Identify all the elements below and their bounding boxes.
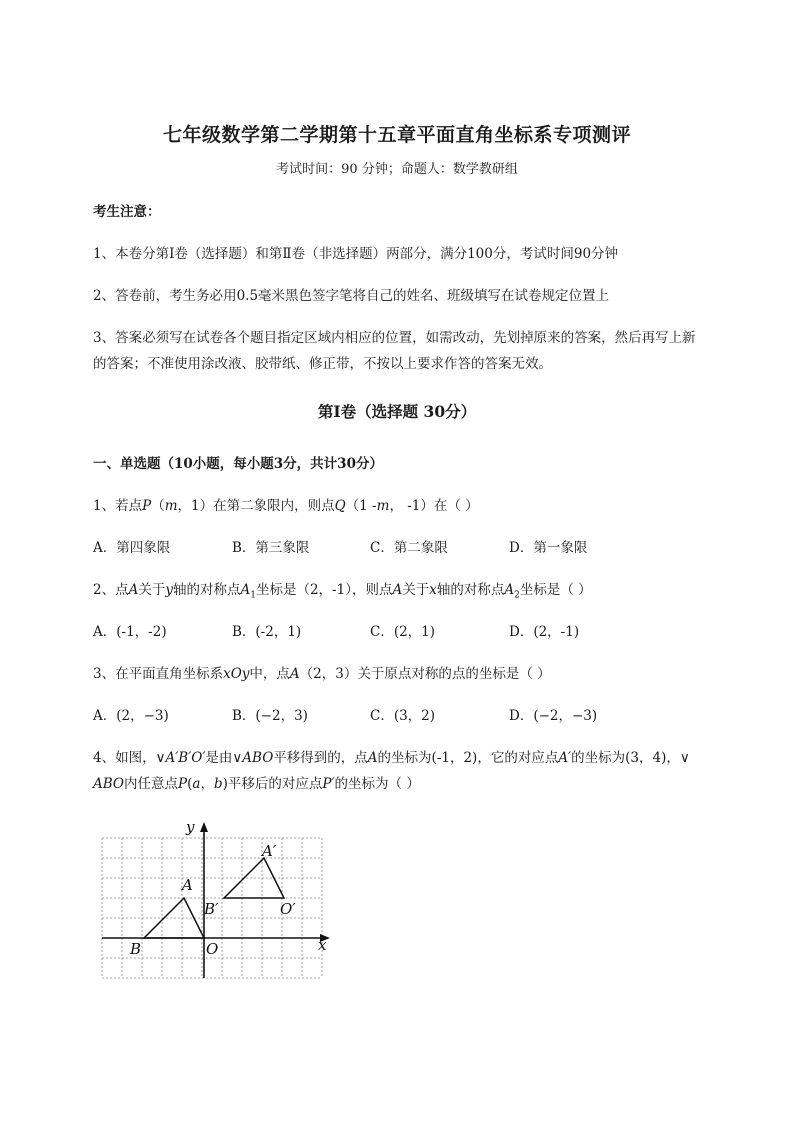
section-heading: 第Ⅰ卷（选择题 30分） [317, 402, 477, 421]
point-b-prime-label: B′ [204, 900, 219, 918]
point-a-prime-label: A′ [262, 842, 277, 860]
q2-option-d[interactable]: D．(2，-1) [509, 624, 580, 640]
q2-option-b[interactable]: B．(-2，1) [232, 624, 302, 640]
question-4-stem-cont: ABO内任意点P(a，b)平移后的对应点P′的坐标为（ ） [93, 776, 420, 792]
exam-info: 考试时间：90 分钟；命题人：数学教研组 [276, 162, 518, 177]
x-axis-label: x [318, 936, 327, 954]
q1-option-a[interactable]: A．第四象限 [93, 540, 171, 556]
q1-option-c[interactable]: C．第二象限 [370, 540, 448, 556]
notice-item-3-cont: 的答案；不准使用涂改液、胶带纸、修正带，不按以上要求作答的答案无效。 [93, 356, 552, 372]
q1-option-d[interactable]: D．第一象限 [509, 540, 588, 556]
q1-option-b[interactable]: B．第三象限 [232, 540, 310, 556]
q3-option-b[interactable]: B．(−2，3) [232, 708, 308, 724]
y-axis-label: y [186, 818, 195, 836]
question-3-stem: 3、在平面直角坐标系xOy中，点A（2，3）关于原点对称的点的坐标是（ ） [93, 666, 551, 682]
q3-option-a[interactable]: A．(2，−3) [93, 708, 169, 724]
point-b-label: B [130, 940, 142, 958]
q2-option-a[interactable]: A．(-1，-2) [93, 624, 167, 640]
q3-option-d[interactable]: D．(−2，−3) [509, 708, 598, 724]
q2-option-c[interactable]: C．(2，1) [370, 624, 436, 640]
point-a-label: A [182, 876, 193, 894]
notice-heading: 考生注意： [93, 204, 161, 220]
part-title: 一、单选题（10小题，每小题3分，共计30分） [93, 456, 383, 472]
point-o-label: O [206, 940, 219, 958]
point-o-prime-label: O′ [280, 900, 296, 918]
y-axis-arrow [200, 822, 208, 832]
question-1-stem: 1、若点P（m，1）在第二象限内，则点Q（1 -m， -1）在（ ） [93, 498, 479, 514]
question-4-stem: 4、如图，∨A′B′O′是由∨ABO平移得到的，点A的坐标为(-1，2)，它的对应点A′的坐标为(3，4)，∨ [93, 750, 690, 766]
coordinate-figure [96, 818, 346, 988]
question-2-stem: 2、点A关于y轴的对称点$A_1$坐标是（2，-1），则点A关于x轴的对称点$A_2$坐标是（ ） [93, 582, 592, 601]
q3-option-c[interactable]: C．(3，2) [370, 708, 436, 724]
notice-item-2: 2、答卷前，考生务必用0.5毫米黑色签字笔将自己的姓名、班级填写在试卷规定位置上 [93, 288, 610, 304]
notice-item-3: 3、答案必须写在试卷各个题目指定区域内相应的位置，如需改动，先划掉原来的答案，然后再写上新 [93, 330, 696, 346]
notice-item-1: 1、本卷分第Ⅰ卷（选择题）和第Ⅱ卷（非选择题）两部分，满分100分，考试时间90分钟 [93, 246, 619, 262]
page-title: 七年级数学第二学期第十五章平面直角坐标系专项测评 [162, 124, 631, 146]
